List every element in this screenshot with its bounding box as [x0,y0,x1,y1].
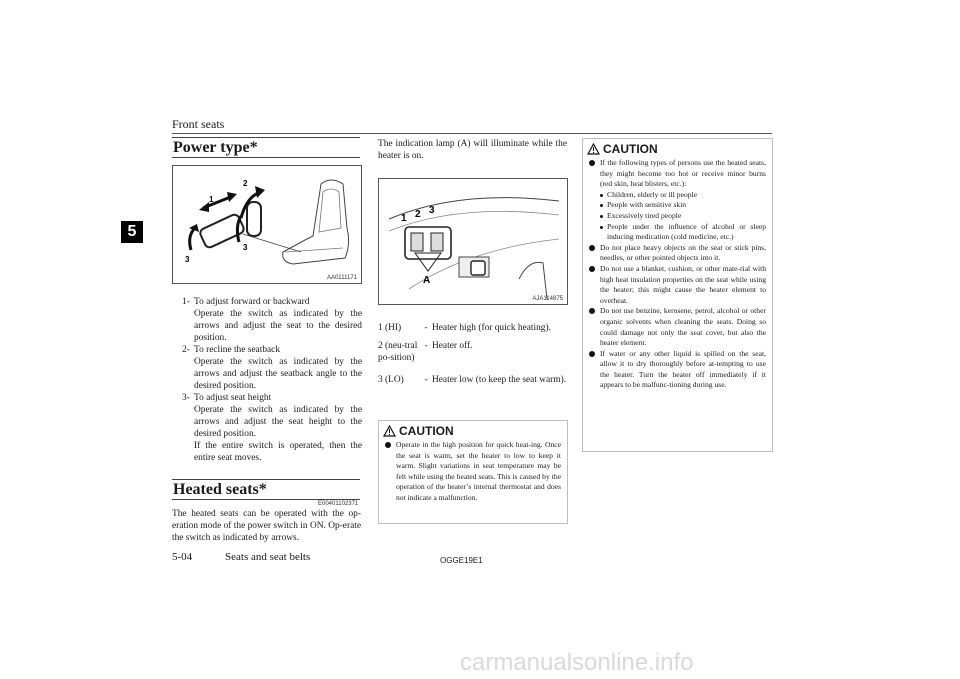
caution-text: If the following types of persons use the heated seats, they might become too hot or receive minor burns (red skin, heat blisters, etc.): [600,158,766,189]
caution-header [587,142,772,156]
sub-item [600,200,766,211]
caution-text: Do not use a blanket, cushion, or other mate-rial with high heat insulation properties on the seat while using the heater; this might cause the heater element to overheat. [600,263,766,305]
caution-text: If water or any other liquid is spilled on the seat, allow it to dry thoroughly before at-tempting to use the heater. Turn the heater off immediately if it appears to be malfunc-tioning during use. [600,348,766,390]
caution-header [383,424,567,438]
list-item [182,392,362,464]
caution-item [589,264,766,306]
heater-switch-figure [378,178,568,305]
callout-1: 1 [209,195,214,204]
setting-desc: Heater low (to keep the seat warm). [432,375,567,385]
chapter-tab: 5 [121,221,143,243]
settings-row [378,322,567,334]
list-number: 3- [182,393,190,403]
list-item [182,296,362,344]
dot-icon [600,226,603,229]
callout-3: 3 [429,205,435,216]
caution-text: Operate in the high position for quick heat-ing. Once the seat is warm, set the heater to low to keep it warm. Slight variations in seat temperature may be felt while using the heated seats. This is caused by the operation of the heater’s internal thermostat and does not indicate a malfunction. [396,440,561,502]
indication-lamp-text: The indication lamp (A) will illuminate while the heater is on. [378,139,567,161]
figure-id: AA0111171 [326,275,357,281]
sub-item [600,190,766,201]
caution-item [589,349,766,391]
list-label: To adjust seat height [194,393,272,403]
setting-desc: Heater high (for quick heating). [432,323,551,333]
sub-item-text: Excessively tired people [607,210,682,220]
power-seat-illustration [173,166,361,283]
heater-settings-table [378,322,567,386]
list-item [182,344,362,392]
adjustment-list [182,296,362,464]
sub-item [600,222,766,243]
running-header: Front seats [172,117,225,131]
chapter-title: Seats and seat belts [225,551,311,563]
bullet-icon [589,266,595,272]
setting-dash: - [424,323,428,333]
settings-row [378,340,567,364]
power-type-heading: Power type* [173,139,258,156]
list-label: To recline the seatback [194,345,281,355]
bullet-icon [385,442,391,448]
heated-seats-heading: Heated seats* [173,481,267,498]
sub-item-text: People with sensitive skin [607,200,687,210]
list-label: To adjust forward or backward [194,297,310,307]
list-number: 2- [182,345,190,355]
header-rule [172,133,772,134]
caution-box-right [582,138,773,452]
setting-position: 3 (LO) [378,375,404,385]
document-code: OGGE19E1 [440,556,483,565]
setting-position: 1 (HI) [378,323,402,333]
caution-item [385,440,561,504]
sub-item-text: People under the influence of alcohol or sleep inducing medication (cold medicine, etc.) [607,221,766,242]
caution-list [589,158,766,391]
caution-title: CAUTION [603,142,658,156]
caution-item [589,158,766,243]
dot-icon [600,194,603,197]
caution-text: Do not place heavy objects on the seat or stick pins, needles, or other pointed objects into it. [600,242,766,263]
section-rule-top [172,479,360,480]
callout-1: 1 [401,213,407,224]
warning-triangle-icon [383,425,396,437]
caution-item [589,243,766,264]
callout-a: A [423,275,431,286]
setting-dash: - [424,375,428,385]
power-seat-figure [172,165,362,284]
callout-2: 2 [415,209,421,220]
section-code: E00401102371 [318,501,359,507]
section-rule-top [172,137,360,138]
list-desc: Operate the switch as indicated by the arrows and adjust the seat height to the desired position. [194,405,362,439]
list-desc: Operate the switch as indicated by the arrows and adjust the seat to the desired position. [194,309,362,343]
heated-seats-body: The heated seats can be operated with the op-eration mode of the power switch in ON. Op-erate the switch as indicated by arrows. [172,509,361,543]
settings-row [378,374,567,386]
bullet-icon [589,351,595,357]
bullet-icon [589,308,595,314]
sub-item [600,211,766,222]
heater-switch-illustration [379,179,567,304]
caution-title: CAUTION [399,424,454,438]
list-number: 1- [182,297,190,307]
setting-position: 2 (neu-tral po-sition) [378,341,418,363]
figure-id: AJA114875 [532,296,563,302]
dot-icon [600,215,603,218]
section-rule-bottom [172,157,360,158]
page-number: 5-04 [172,551,193,563]
caution-text: Do not use benzine, kerosene, petrol, alcohol or other organic solvents when cleaning the seats. Doing so could damage not only the seat cover, but also the heater element. [600,306,766,348]
callout-3-right: 3 [243,243,248,252]
section-rule-bottom [172,499,360,500]
caution-item [589,306,766,348]
list-desc: Operate the switch as indicated by the arrows and adjust the seatback angle to the desired position. [194,357,362,391]
dot-icon [600,204,603,207]
setting-dash: - [424,341,428,351]
sub-item-text: Children, elderly or ill people [607,189,698,199]
callout-3-left: 3 [185,255,190,264]
warning-triangle-icon [587,143,600,155]
caution-box-middle [378,420,568,524]
callout-2: 2 [243,179,248,188]
bullet-icon [589,245,595,251]
list-note: If the entire switch is operated, then the entire seat moves. [194,441,362,463]
watermark: carmanualsonline.info [460,649,694,676]
bullet-icon [589,160,595,166]
setting-desc: Heater off. [432,341,473,351]
